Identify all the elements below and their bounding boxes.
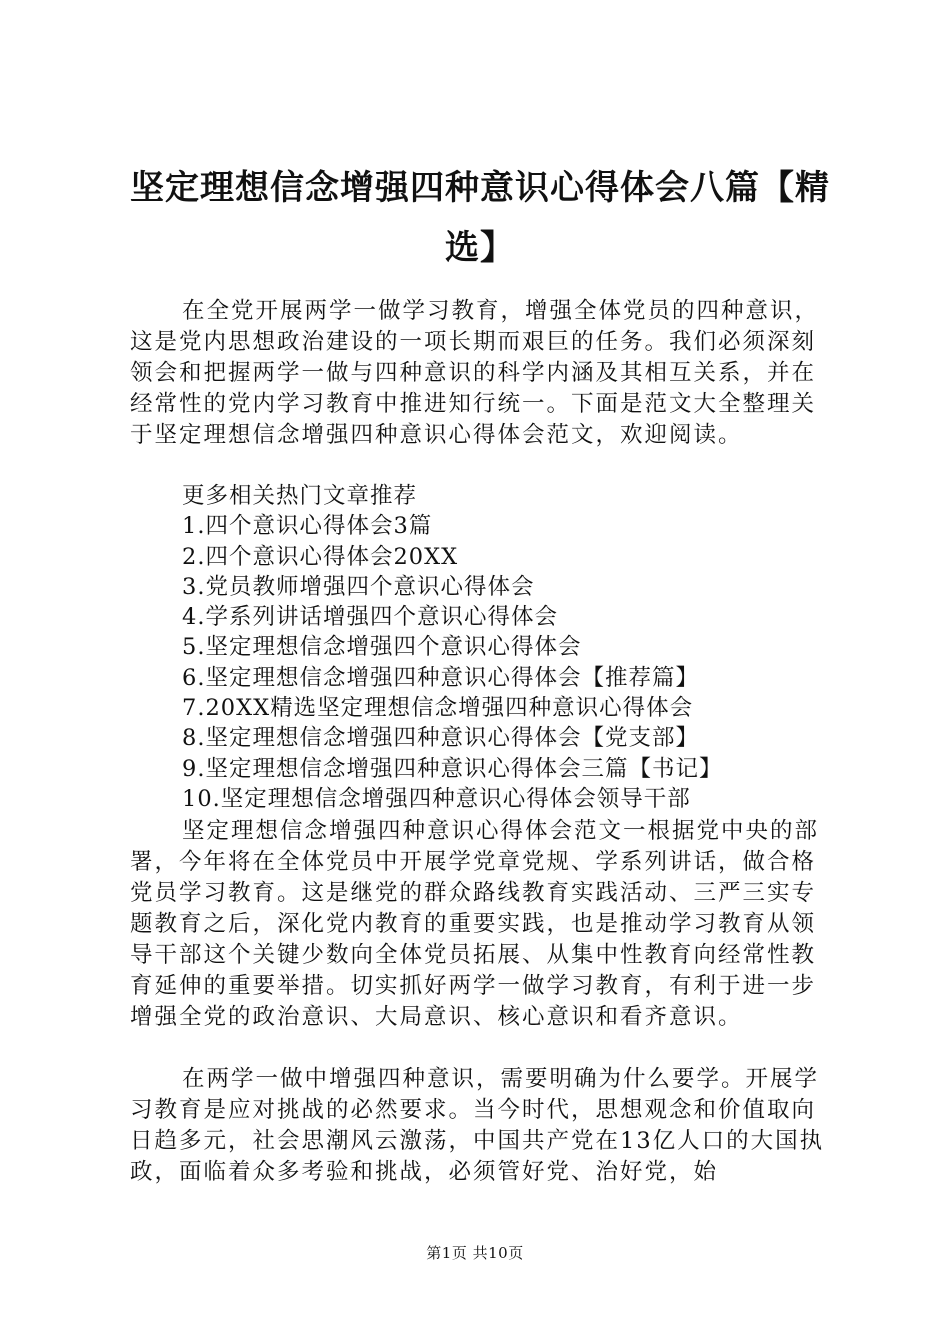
recommend-link-10[interactable]: 10.坚定理想信念增强四种意识心得体会领导干部 [182,785,691,812]
body-paragraph-1: 坚定理想信念增强四种意识心得体会范文一根据党中央的部署，今年将在全体党员中开展学党章党规、学系列讲话，做合格党员学习教育。这是继党的群众路线教育实践活动、三严三实专题教育之后，深化党内教育的重要实践，也是推动学习教育从领导干部这个关键少数向全体党员拓展、从集中性教育向经常性教育延伸的重要举措。切实抓好两学一做学习教育，有利于进一步增强全党的政治意识、大局意识、核心意识和看齐意识。 [130,818,820,1030]
recommend-link-7[interactable]: 7.20XX精选坚定理想信念增强四种意识心得体会 [182,695,694,722]
recommend-link-2[interactable]: 2.四个意识心得体会20XX [182,543,459,570]
recommend-heading: 更多相关热门文章推荐 [182,483,418,509]
document-title: 坚定理想信念增强四种意识心得体会八篇【精选】 [130,168,830,268]
recommend-link-4[interactable]: 4.学系列讲话增强四个意识心得体会 [182,604,558,631]
recommend-link-8[interactable]: 8.坚定理想信念增强四种意识心得体会【党支部】 [182,725,699,752]
recommend-link-9[interactable]: 9.坚定理想信念增强四种意识心得体会三篇【书记】 [182,755,723,782]
recommend-link-1[interactable]: 1.四个意识心得体会3篇 [182,513,433,540]
body-paragraph-2: 在两学一做中增强四种意识，需要明确为什么要学。开展学习教育是应对挑战的必然要求。当今时代，思想观念和价值取向日趋多元，社会思潮风云激荡，中国共产党在13亿人口的大国执政，面临着众多考验和挑战，必须管好党、治好党，始 [130,1066,825,1185]
recommend-list [182,481,842,814]
page-indicator: 第1页 共10页 [426,1244,524,1262]
recommend-link-3[interactable]: 3.党员教师增强四个意识心得体会 [182,573,535,600]
intro-paragraph: 在全党开展两学一做学习教育，增强全体党员的四种意识，这是党内思想政治建设的一项长期而艰巨的任务。我们必须深刻领会和把握两学一做与四种意识的科学内涵及其相互关系，并在经常性的党内学习教育中推进知行统一。下面是范文大全整理关于坚定理想信念增强四种意识心得体会范文，欢迎阅读。 [130,298,820,448]
recommend-link-5[interactable]: 5.坚定理想信念增强四个意识心得体会 [182,634,582,661]
recommend-link-6[interactable]: 6.坚定理想信念增强四种意识心得体会【推荐篇】 [182,664,699,691]
